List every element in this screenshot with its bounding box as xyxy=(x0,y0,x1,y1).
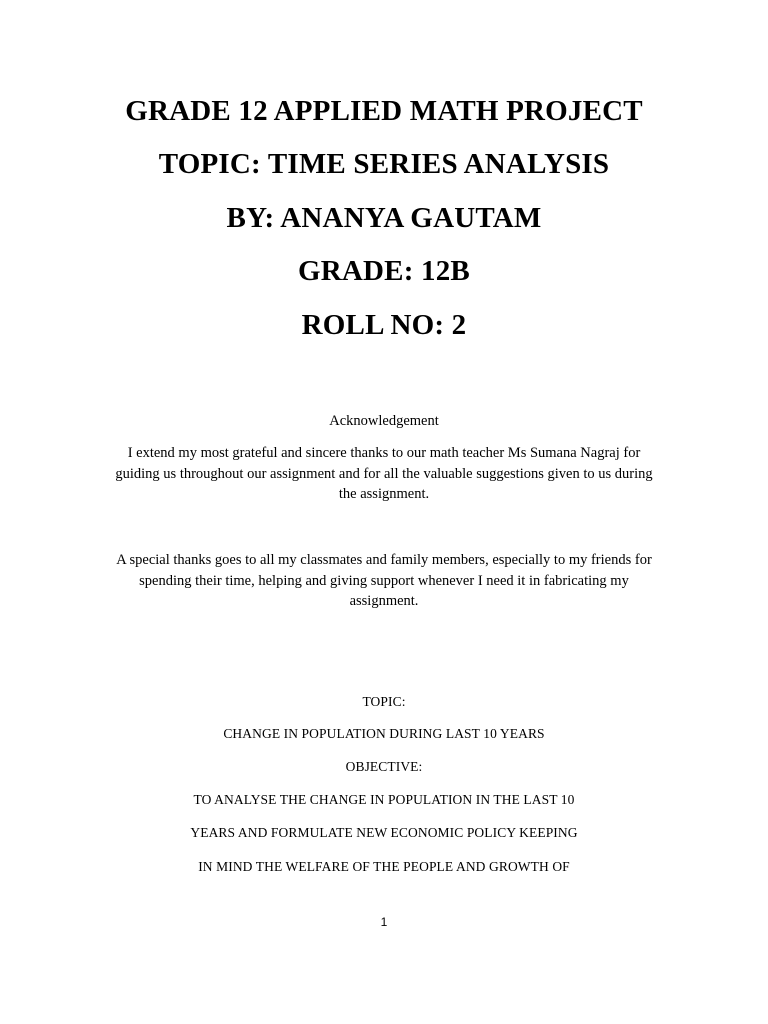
objective-label: OBJECTIVE: xyxy=(345,759,423,774)
topic-label: TOPIC: xyxy=(362,694,406,709)
objective-line-1: TO ANALYSE THE CHANGE IN POPULATION IN THE LAST 10 xyxy=(193,792,575,807)
topic-text: CHANGE IN POPULATION DURING LAST 10 YEARS xyxy=(223,726,545,741)
author-heading: BY: ANANYA GAUTAM xyxy=(226,202,542,234)
project-title: GRADE 12 APPLIED MATH PROJECT xyxy=(125,95,643,127)
page-number: 1 xyxy=(380,915,388,929)
acknowledgement-heading: Acknowledgement xyxy=(329,413,439,429)
objective-line-2: YEARS AND FORMULATE NEW ECONOMIC POLICY KEEPING xyxy=(190,825,578,840)
grade-heading: GRADE: 12B xyxy=(298,255,470,287)
objective-line-3: IN MIND THE WELFARE OF THE PEOPLE AND GROWTH OF xyxy=(198,859,570,874)
acknowledgement-paragraph-1: I extend my most grateful and sincere thanks to our math teacher Ms Sumana Nagraj for guiding us throughout our assignment and for all the valuable suggestions given to us during the assignment. xyxy=(115,445,653,502)
roll-number-heading: ROLL NO: 2 xyxy=(301,309,467,341)
project-topic-heading: TOPIC: TIME SERIES ANALYSIS xyxy=(158,148,610,180)
acknowledgement-paragraph-2: A special thanks goes to all my classmates and family members, especially to my friends for spending their time, helping and giving support whenever I need it in fabricating my assignment. xyxy=(116,552,652,609)
